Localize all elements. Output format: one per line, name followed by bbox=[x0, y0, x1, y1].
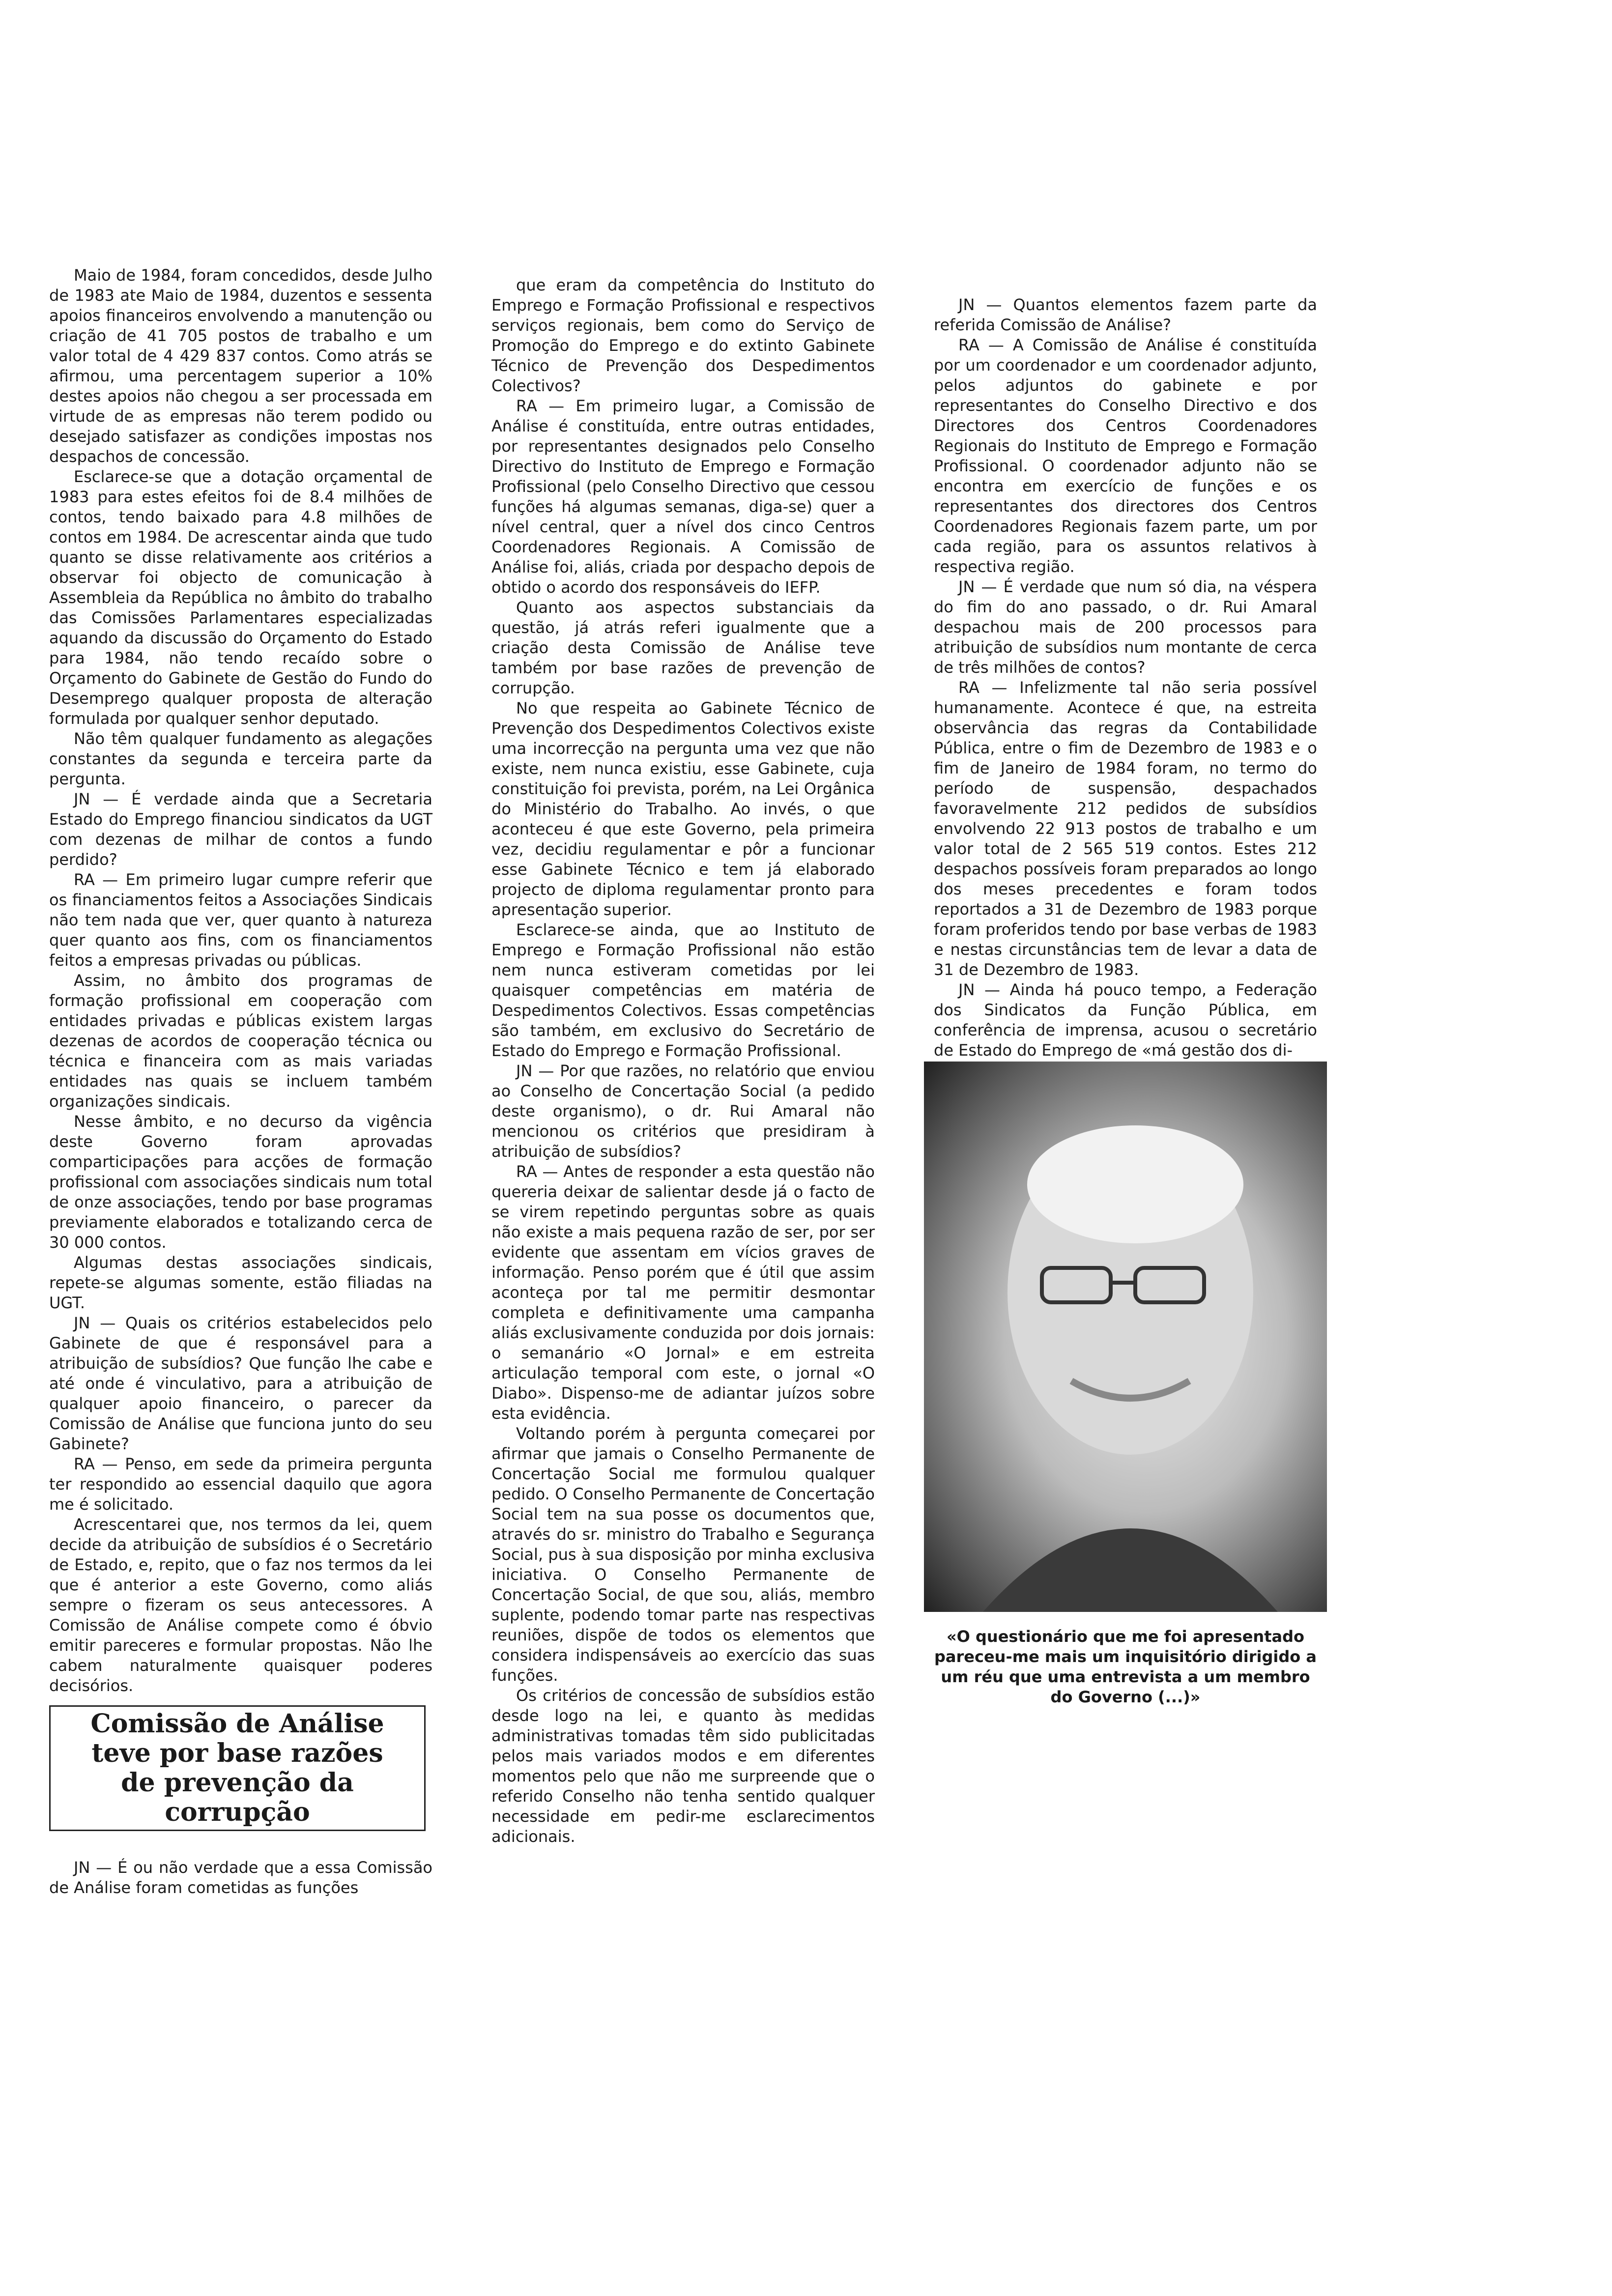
paragraph: JN — É ou não verdade que a essa Comissão de Análise foram cometidas as funções bbox=[49, 1858, 432, 1897]
column-1-tail bbox=[49, 1858, 432, 1898]
paragraph: RA — Em primeiro lugar cumpre referir que os financiamentos feitos a Associações Sindicais não tem nada que ver, quer quanto à natureza quer quanto aos fins, com os financiamentos feitos a empresas privadas ou públicas. bbox=[49, 870, 432, 970]
paragraph: Maio de 1984, foram concedidos, desde Julho de 1983 ate Maio de 1984, duzentos e sessenta apoios financeiros envolvendo a manutenção ou criação de 41 705 postos de trabalho e um valor total de 4 429 837 contos. Como atrás se afirmou, uma percentagem superior a 10% destes apoios não chegou a ser processada em virtude de as empresas não terem podido ou desejado satisfazer as condições impostas nos despachos de concessão. bbox=[49, 266, 432, 466]
paragraph: JN — Quais os critérios estabelecidos pelo Gabinete de que é responsável para a atribuição de subsídios? Que função lhe cabe e até onde é vinculativo, para a atribuição de qualquer apoio financeiro, o parecer da Comissão de Análise que funciona junto do seu Gabinete? bbox=[49, 1314, 432, 1453]
boxed-pull-quote bbox=[49, 1705, 426, 1831]
boxed-headline: Comissão de Análise teve por base razões de prevenção da corrupção bbox=[90, 1709, 384, 1827]
photo-caption: «O questionário que me foi apresentado pareceu-me mais um inquisitório dirigido a um réu que uma entrevista a um membro do Governo (...)» bbox=[934, 1627, 1317, 1706]
paragraph: JN — Por que razões, no relatório que enviou ao Conselho de Concertação Social (a pedido deste organismo), o dr. Rui Amaral não mencionou os critérios que presidiram à atribuição de subsídios? bbox=[491, 1062, 875, 1161]
portrait-illustration bbox=[924, 1062, 1327, 1612]
paragraph: Assim, no âmbito dos programas de formação profissional em cooperação com entidades privadas e públicas existem largas dezenas de acordos de cooperação técnica ou técnica e financeira com as mais variadas entidades nas quais se incluem também organizações sindicais. bbox=[49, 971, 432, 1111]
paragraph: JN — É verdade ainda que a Secretaria Estado do Emprego financiou sindicatos da UGT com dezenas de milhar de contos a fundo perdido? bbox=[49, 790, 432, 869]
paragraph: Acrescentarei que, nos termos da lei, quem decide da atribuição de subsídios é o Secretário de Estado, e, repito, que o faz nos termos da lei que é anterior a este Governo, como aliás sempre o fizeram os seus antecessores. A Comissão de Análise compete como é óbvio emitir pareceres e formular propostas. Não lhe cabem naturalmente quaisquer poderes decisórios. bbox=[49, 1515, 432, 1695]
paragraph: Quanto aos aspectos substanciais da questão, já atrás referi igualmente que a criação desta Comissão de Análise teve também por base razões de prevenção de corrupção. bbox=[491, 598, 875, 697]
portrait-photo bbox=[924, 1062, 1327, 1612]
paragraph: Voltando porém à pergunta começarei por afirmar que jamais o Conselho Permanente de Concertação Social me formulou qualquer pedido. O Conselho Permanente de Concertação Social tem na sua posse os documentos que, através do sr. ministro do Trabalho e Segurança Social, pus à sua disposição por minha exclusiva iniciativa. O Conselho Permanente de Concertação Social, de que sou, aliás, membro suplente, podendo tomar parte nas respectivas reuniões, dispõe de todos os elementos que considera indispensáveis ao exercício das suas funções. bbox=[491, 1424, 875, 1685]
paragraph: No que respeita ao Gabinete Técnico de Prevenção dos Despedimentos Colectivos existe uma incorrecção na pergunta uma vez que não existe, nem nunca existiu, esse Gabinete, cuja constituição foi prevista, porém, na Lei Orgânica do Ministério do Trabalho. Ao invés, o que aconteceu é que este Governo, pela primeira vez, decidiu regulamentar e pôr a funcionar esse Gabinete Técnico e tem já elaborado projecto de diploma regulamentar pronto para apresentação superior. bbox=[491, 699, 875, 919]
paragraph: RA — A Comissão de Análise é constituída por um coordenador e um coordenador adjunto, pelos adjuntos do gabinete e por representantes do Conselho Directivo e dos Directores dos Centros Coordenadores Regionais do Instituto de Emprego e Formação Profissional. O coordenador adjunto não se encontra em exercício de funções e os representantes dos directores dos Centros Coordenadores Regionais fazem parte, um por cada região, para os assuntos relativos à respectiva região. bbox=[934, 336, 1317, 576]
column-3 bbox=[934, 295, 1317, 1061]
column-1 bbox=[49, 265, 432, 1696]
paragraph: Esclarece-se que a dotação orçamental de 1983 para estes efeitos foi de 8.4 milhões de contos, tendo baixado para 4.8 milhões de contos em 1984. De acrescentar ainda que tudo quanto se disse relativamente aos critérios a observar foi objecto de comunicação à Assembleia da República no âmbito do trabalho das Comissões Parlamentares especializadas aquando da discussão do Orçamento do Estado para 1984, não tendo recaído sobre o Orçamento do Gabinete de Gestão do Fundo do Desemprego qualquer proposta de alteração formulada por qualquer senhor deputado. bbox=[49, 467, 432, 728]
column-2 bbox=[491, 275, 875, 1847]
paragraph: JN — Quantos elementos fazem parte da referida Comissão de Análise? bbox=[934, 295, 1317, 334]
paragraph: JN — Ainda há pouco tempo, a Federação dos Sindicatos da Função Pública, em conferência de imprensa, acusou o secretário de Estado do Emprego de «má gestão dos di- bbox=[934, 980, 1317, 1060]
paragraph: RA — Antes de responder a esta questão não quereria deixar de salientar desde já o facto de se virem repetindo perguntas sobre as quais não existe a mais pequena razão de ser, por ser evidente que assentam em vícios graves de informação. Penso porém que é útil que assim aconteça por tal me permitir desmontar completa e definitivamente uma campanha aliás exclusivamente conduzida por dois jornais: o semanário «O Jornal» e em estreita articulação temporal com este, o jornal «O Diabo». Dispenso-me de adiantar juízos sobre esta evidência. bbox=[491, 1162, 875, 1423]
paragraph: Esclarece-se ainda, que ao Instituto de Emprego e Formação Profissional não estão nem nunca estiveram cometidas por lei quaisquer competências em matéria de Despedimentos Colectivos. Essas competências são também, em exclusivo do Secretário de Estado do Emprego e Formação Profissional. bbox=[491, 920, 875, 1060]
paragraph: RA — Penso, em sede da primeira pergunta ter respondido ao essencial daquilo que agora me é solicitado. bbox=[49, 1455, 432, 1514]
paragraph: RA — Em primeiro lugar, a Comissão de Análise é constituída, entre outras entidades, por representantes designados pelo Conselho Directivo do Instituto de Emprego e Formação Profissional (pelo Conselho Directivo que cessou funções há algumas semanas, diga-se) quer a nível central, quer a nível dos cinco Centros Coordenadores Regionais. A Comissão de Análise foi, aliás, criada por despacho depois de obtido o acordo dos responsáveis do IEFP. bbox=[491, 397, 875, 597]
paragraph: Os critérios de concessão de subsídios estão desde logo na lei, e quanto às medidas administrativas tomadas têm sido publicitadas pelos mais variados modos e em diferentes momentos pelo que não me surpreende que o referido Conselho não tenha sentido qualquer necessidade em pedir-me esclarecimentos adicionais. bbox=[491, 1686, 875, 1846]
paragraph: Não têm qualquer fundamento as alegações constantes da segunda e terceira parte da pergunta. bbox=[49, 729, 432, 788]
paragraph: que eram da competência do Instituto do Emprego e Formação Profissional e respectivos serviços regionais, bem como do Serviço de Promoção do Emprego e do extinto Gabinete Técnico de Prevenção dos Despedimentos Colectivos? bbox=[491, 276, 875, 395]
paragraph: Algumas destas associações sindicais, repete-se algumas somente, estão filiadas na UGT. bbox=[49, 1253, 432, 1312]
paragraph: Nesse âmbito, e no decurso da vigência deste Governo foram aprovadas comparticipações para acções de formação profissional com associações sindicais num total de onze associações, tendo por base programas previamente elaborados e totalizando cerca de 30 000 contos. bbox=[49, 1112, 432, 1252]
paragraph: RA — Infelizmente tal não seria possível humanamente. Acontece é que, na estreita observância das regras da Contabilidade Pública, entre o fim de Dezembro de 1983 e o fim de Janeiro de 1984 foram, no termo do período de suspensão, despachados favoravelmente 212 pedidos de subsídios envolvendo 22 913 postos de trabalho e um valor total de 2 565 519 contos. Estes 212 despachos possíveis foram preparados ao longo dos meses precedentes e foram todos reportados a 31 de Dezembro de 1983 porque foram proferidos tendo por base verbas de 1983 e nestas circunstâncias tem de levar a data de 31 de Dezembro de 1983. bbox=[934, 678, 1317, 979]
paragraph: JN — É verdade que num só dia, na véspera do fim do ano passado, o dr. Rui Amaral despachou mais de 200 processos para atribuição de subsídios num montante de cerca de três milhões de contos? bbox=[934, 577, 1317, 677]
